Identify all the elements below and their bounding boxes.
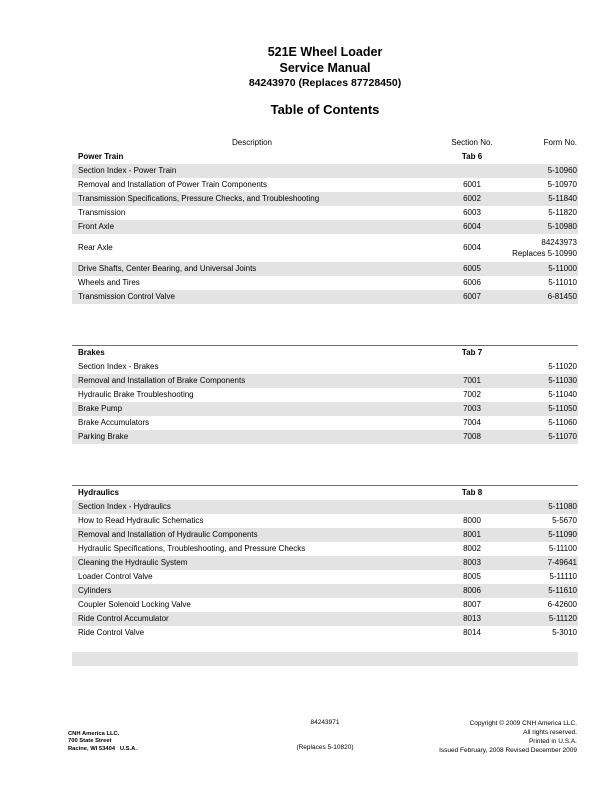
section-name: Power Train <box>78 152 124 161</box>
section-tab: Tab 7 <box>461 348 483 357</box>
row-form-no: 84243973 Replaces 5-10990 <box>512 238 577 258</box>
toc-row <box>72 360 578 374</box>
row-description: Transmission Specifications, Pressure Checks, and Troubleshooting <box>78 194 320 203</box>
toc-row <box>72 290 578 304</box>
row-description: Section Index - Power Train <box>78 166 177 175</box>
row-description: Removal and Installation of Power Train Components <box>78 180 267 189</box>
document-header <box>72 45 578 117</box>
row-description <box>72 652 432 666</box>
row-description: Coupler Solenoid Locking Valve <box>78 600 191 609</box>
row-form-no: 5-11080 <box>548 502 577 511</box>
row-form-no: 5-11840 <box>548 194 577 203</box>
toc-row <box>72 416 578 430</box>
toc-table <box>72 136 578 666</box>
row-section-no: 8007 <box>463 600 481 609</box>
row-description: Loader Control Valve <box>78 572 153 581</box>
row-form-no: 5-11010 <box>548 278 577 287</box>
issued-line: Issued February, 2008 Revised December 2009 <box>439 747 577 754</box>
toc-row <box>72 542 578 556</box>
row-description: Transmission <box>78 208 126 217</box>
manual-title: 521E Wheel Loader <box>267 45 383 59</box>
printed-line: Printed in U.S.A. <box>528 738 577 745</box>
toc-title: Table of Contents <box>270 102 380 117</box>
row-form-no: 5-11040 <box>548 390 577 399</box>
row-description: Cylinders <box>78 586 112 595</box>
row-description: Drive Shafts, Center Bearing, and Universal Joints <box>78 264 257 273</box>
row-form-no: 5-3010 <box>552 628 577 637</box>
toc-row <box>72 206 578 220</box>
row-section-no: 7001 <box>463 376 481 385</box>
row-section-no: 8013 <box>463 614 481 623</box>
toc-section-group <box>72 485 578 666</box>
row-form-no: 5-11070 <box>548 432 577 441</box>
row-description: Removal and Installation of Hydraulic Components <box>78 530 258 539</box>
row-description: Brake Pump <box>78 404 123 413</box>
row-form-no: 5-11060 <box>548 418 577 427</box>
section-rows <box>72 360 578 444</box>
section-tab: Tab 8 <box>461 488 483 497</box>
row-form-no: 5-10970 <box>547 180 577 189</box>
row-section-no <box>432 652 512 666</box>
row-form-no: 5-11050 <box>548 404 577 413</box>
row-description: Parking Brake <box>78 432 129 441</box>
row-section-no: 6001 <box>463 180 481 189</box>
row-form-no: 6-81450 <box>547 292 577 301</box>
row-form-no <box>512 652 578 666</box>
toc-row <box>72 192 578 206</box>
toc-row <box>72 612 578 626</box>
toc-row <box>72 402 578 416</box>
section-form-blank <box>512 346 578 360</box>
section-name: Brakes <box>78 348 105 357</box>
row-form-no: 5-10960 <box>547 166 577 175</box>
toc-row <box>72 220 578 234</box>
toc-row <box>72 500 578 514</box>
row-section-no: 8006 <box>463 586 481 595</box>
row-description: Hydraulic Brake Troubleshooting <box>78 390 194 399</box>
row-form-no: 5-11110 <box>549 572 577 581</box>
row-section-no: 8003 <box>463 558 481 567</box>
publisher-name: CNH America LLC. <box>68 731 120 737</box>
row-section-no: 8001 <box>463 530 481 539</box>
row-section-no: 6005 <box>463 264 481 273</box>
section-name: Hydraulics <box>78 488 119 497</box>
row-section-no: 8002 <box>463 544 481 553</box>
column-header-description: Description <box>231 138 272 147</box>
row-description: Hydraulic Specifications, Troubleshooting, and Pressure Checks <box>78 544 306 553</box>
toc-row <box>72 234 578 262</box>
section-rows <box>72 164 578 304</box>
rights-line: All rights reserved. <box>523 729 577 736</box>
row-form-no: 5-11090 <box>548 530 577 539</box>
toc-row <box>72 556 578 570</box>
row-section-no: 6003 <box>463 208 481 217</box>
row-form-no: 6-42600 <box>547 600 577 609</box>
row-description: Section Index - Hydraulics <box>78 502 171 511</box>
row-form-no: 5-5670 <box>552 516 577 525</box>
toc-row <box>72 164 578 178</box>
row-description: Section Index - Brakes <box>78 362 159 371</box>
toc-row <box>72 388 578 402</box>
toc-row <box>72 528 578 542</box>
section-tab: Tab 6 <box>461 152 483 161</box>
row-form-no: 5-11610 <box>548 586 577 595</box>
row-form-no: 5-11030 <box>548 376 577 385</box>
section-header-row <box>72 486 578 500</box>
toc-section-group <box>72 345 578 444</box>
row-section-no: 6002 <box>463 194 481 203</box>
row-description: How to Read Hydraulic Schematics <box>78 516 204 525</box>
column-header-row <box>72 136 578 150</box>
row-form-no: 5-10980 <box>547 222 577 231</box>
row-form-no: 5-11120 <box>548 614 577 623</box>
row-description: Wheels and Tires <box>78 278 140 287</box>
footer-replaces: (Replaces 5-10820) <box>296 744 354 751</box>
row-description: Ride Control Valve <box>78 628 145 637</box>
toc-row <box>72 374 578 388</box>
row-section-no <box>432 164 512 178</box>
row-section-no <box>432 500 512 514</box>
row-description: Ride Control Accumulator <box>78 614 169 623</box>
manual-form-number: 84243970 (Replaces 87728450) <box>248 77 402 89</box>
toc-row <box>72 178 578 192</box>
copyright-line: Copyright © 2009 CNH America LLC. <box>469 720 577 727</box>
row-section-no: 7008 <box>463 432 481 441</box>
section-rows <box>72 500 578 666</box>
row-section-no: 7003 <box>463 404 481 413</box>
section-form-blank <box>512 486 578 500</box>
row-description: Brake Accumulators <box>78 418 150 427</box>
toc-row <box>72 570 578 584</box>
footer-form-number: 84243971 <box>310 719 340 726</box>
publisher-street: 700 State Street <box>68 738 112 745</box>
footer-publisher-block <box>68 731 137 753</box>
row-section-no <box>432 360 512 374</box>
row-description: Front Axle <box>78 222 115 231</box>
toc-section-group <box>72 150 578 304</box>
toc-row <box>72 598 578 612</box>
row-description: Cleaning the Hydraulic System <box>78 558 188 567</box>
row-form-no: 5-11020 <box>548 362 577 371</box>
section-header-row <box>72 150 578 164</box>
row-form-no: 5-11820 <box>548 208 577 217</box>
toc-row <box>72 262 578 276</box>
row-section-no: 7002 <box>463 390 481 399</box>
manual-subtitle: Service Manual <box>279 60 371 75</box>
row-section-no: 6004 <box>463 222 481 231</box>
row-section-no: 6006 <box>463 278 481 287</box>
toc-row <box>72 430 578 444</box>
toc-row <box>72 652 578 666</box>
column-header-form-no: Form No. <box>543 138 577 147</box>
row-section-no: 8014 <box>463 628 481 637</box>
toc-row <box>72 276 578 290</box>
toc-row <box>72 514 578 528</box>
section-header-row <box>72 346 578 360</box>
row-description: Rear Axle <box>78 243 113 252</box>
row-section-no: 6007 <box>463 292 481 301</box>
toc-row <box>72 626 578 640</box>
row-section-no: 6004 <box>463 243 481 252</box>
row-section-no: 7004 <box>463 418 481 427</box>
row-form-no: 5-11100 <box>548 544 577 553</box>
footer-copyright-block <box>439 719 577 755</box>
section-form-blank <box>512 150 578 164</box>
row-form-no: 5-11000 <box>548 264 577 273</box>
row-description: Removal and Installation of Brake Components <box>78 376 246 385</box>
row-form-no: 7-49641 <box>547 558 577 567</box>
toc-row <box>72 584 578 598</box>
row-section-no: 8005 <box>463 572 481 581</box>
column-header-section-no: Section No. <box>451 138 493 147</box>
row-section-no: 8000 <box>463 516 481 525</box>
row-description: Transmission Control Valve <box>78 292 175 301</box>
publisher-city: Racine, WI 53404 U.S.A. <box>68 745 137 752</box>
